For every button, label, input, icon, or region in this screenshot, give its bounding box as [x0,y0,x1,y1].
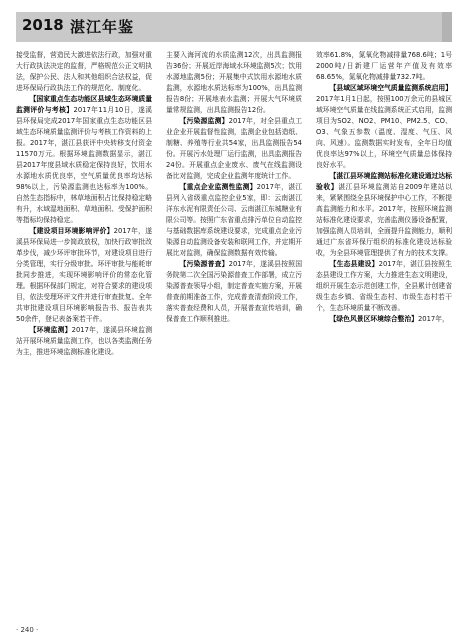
paragraph [166,259,302,325]
text-column-1 [16,50,152,624]
header-year: 2018 [22,16,64,34]
paragraph-body: 2017年，遂溪县环境监测站开展环境质量监测工作，也以各类监测任务为主，推进环境监测标准化建设。 [16,326,152,356]
paragraph [16,94,152,226]
section-heading: 【污染源普查】 [179,260,229,268]
paragraph-body: 2017年，对全县重点工业企业开展监督性监测，监测企业包括造纸、制糖、养殖等行业共54家，出具监测报告54份。开展污水处理厂运行监测，出具监测报告24份。开展重点企业废水、废气在线监测设备比对监测，完成企业监测年度统计工作。 [166,117,302,180]
header-title: 湛江年鉴 [70,18,135,36]
section-heading: 【污染源监测】 [179,117,229,125]
section-heading: 【生态县建设】 [329,260,379,268]
paragraph [166,116,302,182]
paragraph [166,182,302,259]
section-heading: 【绿色风景区环境综合整治】 [329,315,418,323]
paragraph-body: 主要入海河流的水质监测12次，出具监测报告36份；开展近岸海域水环境监测5次；饮用水源地监测5份；开展集中式饮用水源地水质监测，水源地水质达标率为100%，出具监测报告8份；开展地表水监测；开展大气环境质量常规监测，出具监测报告12份。 [166,51,302,114]
paragraph [316,50,452,83]
paragraph-body: 2017年，湛江县按照生态县建设工作方案，大力推进生态文明建设，组织开展生态示范创建工作，全县累计创建省级生态乡镇、省级生态村、市级生态村若干个，生态环境质量不断改善。 [316,260,452,312]
paragraph-body: 2017年1月1日起，按照100万余元的县城区域环境空气质量在线监测系统正式启用，监测项目为SO2、NO2、PM10、PM2.5、CO、O3、气象五参数（温度、湿度、气压、风向、风速）。监测数据实时发布，全年日均值优良率达97%以上，环境空气质量总体保持良好水平。 [316,95,452,169]
paragraph [16,50,152,94]
text-column-3 [316,50,452,624]
paragraph [16,226,152,325]
paragraph [166,50,302,116]
section-heading: 【重点企业监测性监测】 [179,183,257,191]
paragraph-body: 2017年， [417,315,449,323]
paragraph-body: 效率61.8%，氮氧化物减排量768.6吨；1号2000吨/日新建厂运营年产值及有效率68.65%，氮氧化物减排量732.7吨。 [316,51,452,81]
paragraph [316,171,452,259]
paragraph-body: 2017年，遂溪县按照国务院第二次全国污染源普查工作部署，成立污染源普查领导小组，制定普查实施方案，开展普查前期准备工作，完成普查清查阶段工作，落实普查经费和人员，开展普查宣传培训，确保普查工作顺利推进。 [166,260,302,323]
page-header [16,12,452,42]
paragraph-body: 2017年，湛江县列入省级重点监控企业5家，即：云南湛江洋东水泥有限责任公司、云南湛江东城糖业有限公司等。按照广东省重点排污单位自动监控与基础数据库系统建设要求，完成重点企业污染源自动监测设备安装和联网工作，并定期开展比对监测，确保监测数据有效传输。 [166,183,302,257]
paragraph [16,325,152,358]
page-number: · 240 · [16,626,39,634]
paragraph-body: 接受监督，营造民大激进依法行政，加强对重大行政执法决定的监督，严格规范公正文明执法，保护公民、法人和其他组织合法权益，促进环保局行政执法工作的规范化、制度化。 [16,51,152,92]
paragraph-body: 2017年，遂溪县环保局进一步简政放权，加快行政审批改革步伐，减少环评审批环节，对建设项目进行分类管理，实行分级审批。环评审批与能耗审批同步推进，实现环境影响评价的常态化管理。根据环保部门规定，对符合要求的建设项目，依法受理环评文件并进行审查批复。全年共审批建设项目环境影响报告书、报告表共50余件，登记表备案若干件。 [16,227,152,323]
paragraph-body: 湛江县环境监测站自2009年建站以来，紧紧围绕全县环境保护中心工作，不断提高监测能力和水平。2017年，按照环境监测站标准化建设要求，完善监测仪器设备配置，加强监测人员培训，全面提升监测能力，顺利通过广东省环保厅组织的标准化建设达标验收，为全县环境管理提供了有力的技术支撑。 [316,183,452,257]
section-heading: 【湛江县环境监测站标准化建设通过达标验收】 [316,172,452,191]
paragraph [316,259,452,314]
paragraph [316,314,452,325]
section-heading: 【国家重点生态功能区县域生态环境质量监测评价与考核】 [16,95,152,114]
paragraph [316,83,452,171]
section-heading: 【环境监测】 [29,326,72,334]
text-column-2 [166,50,302,624]
section-heading: 【县域区域环境空气质量监测系统启用】 [329,84,452,92]
section-heading: 【建设项目环境影响评价】 [29,227,114,235]
header-accent-block [442,12,452,42]
paragraph-body: 2017年11月10日，遂溪县环保局完成2017年国家重点生态功能区县域生态环境质量监测评价与考核工作资料的上报。2017年，湛江县获评中央转移支付资金11570万元。根据环境监测数据显示，湛江县2017年度县域水质稳定保持良好，饮用水水源地水质优良率，空气质量优良率均达标98%以上，污染源监测也达标率为100%。自然生态指标中，林草地面积占比保持稳定略有升，水域湿地面积、草地面积、受保护面积等指标均保持稳定。 [16,106,152,224]
